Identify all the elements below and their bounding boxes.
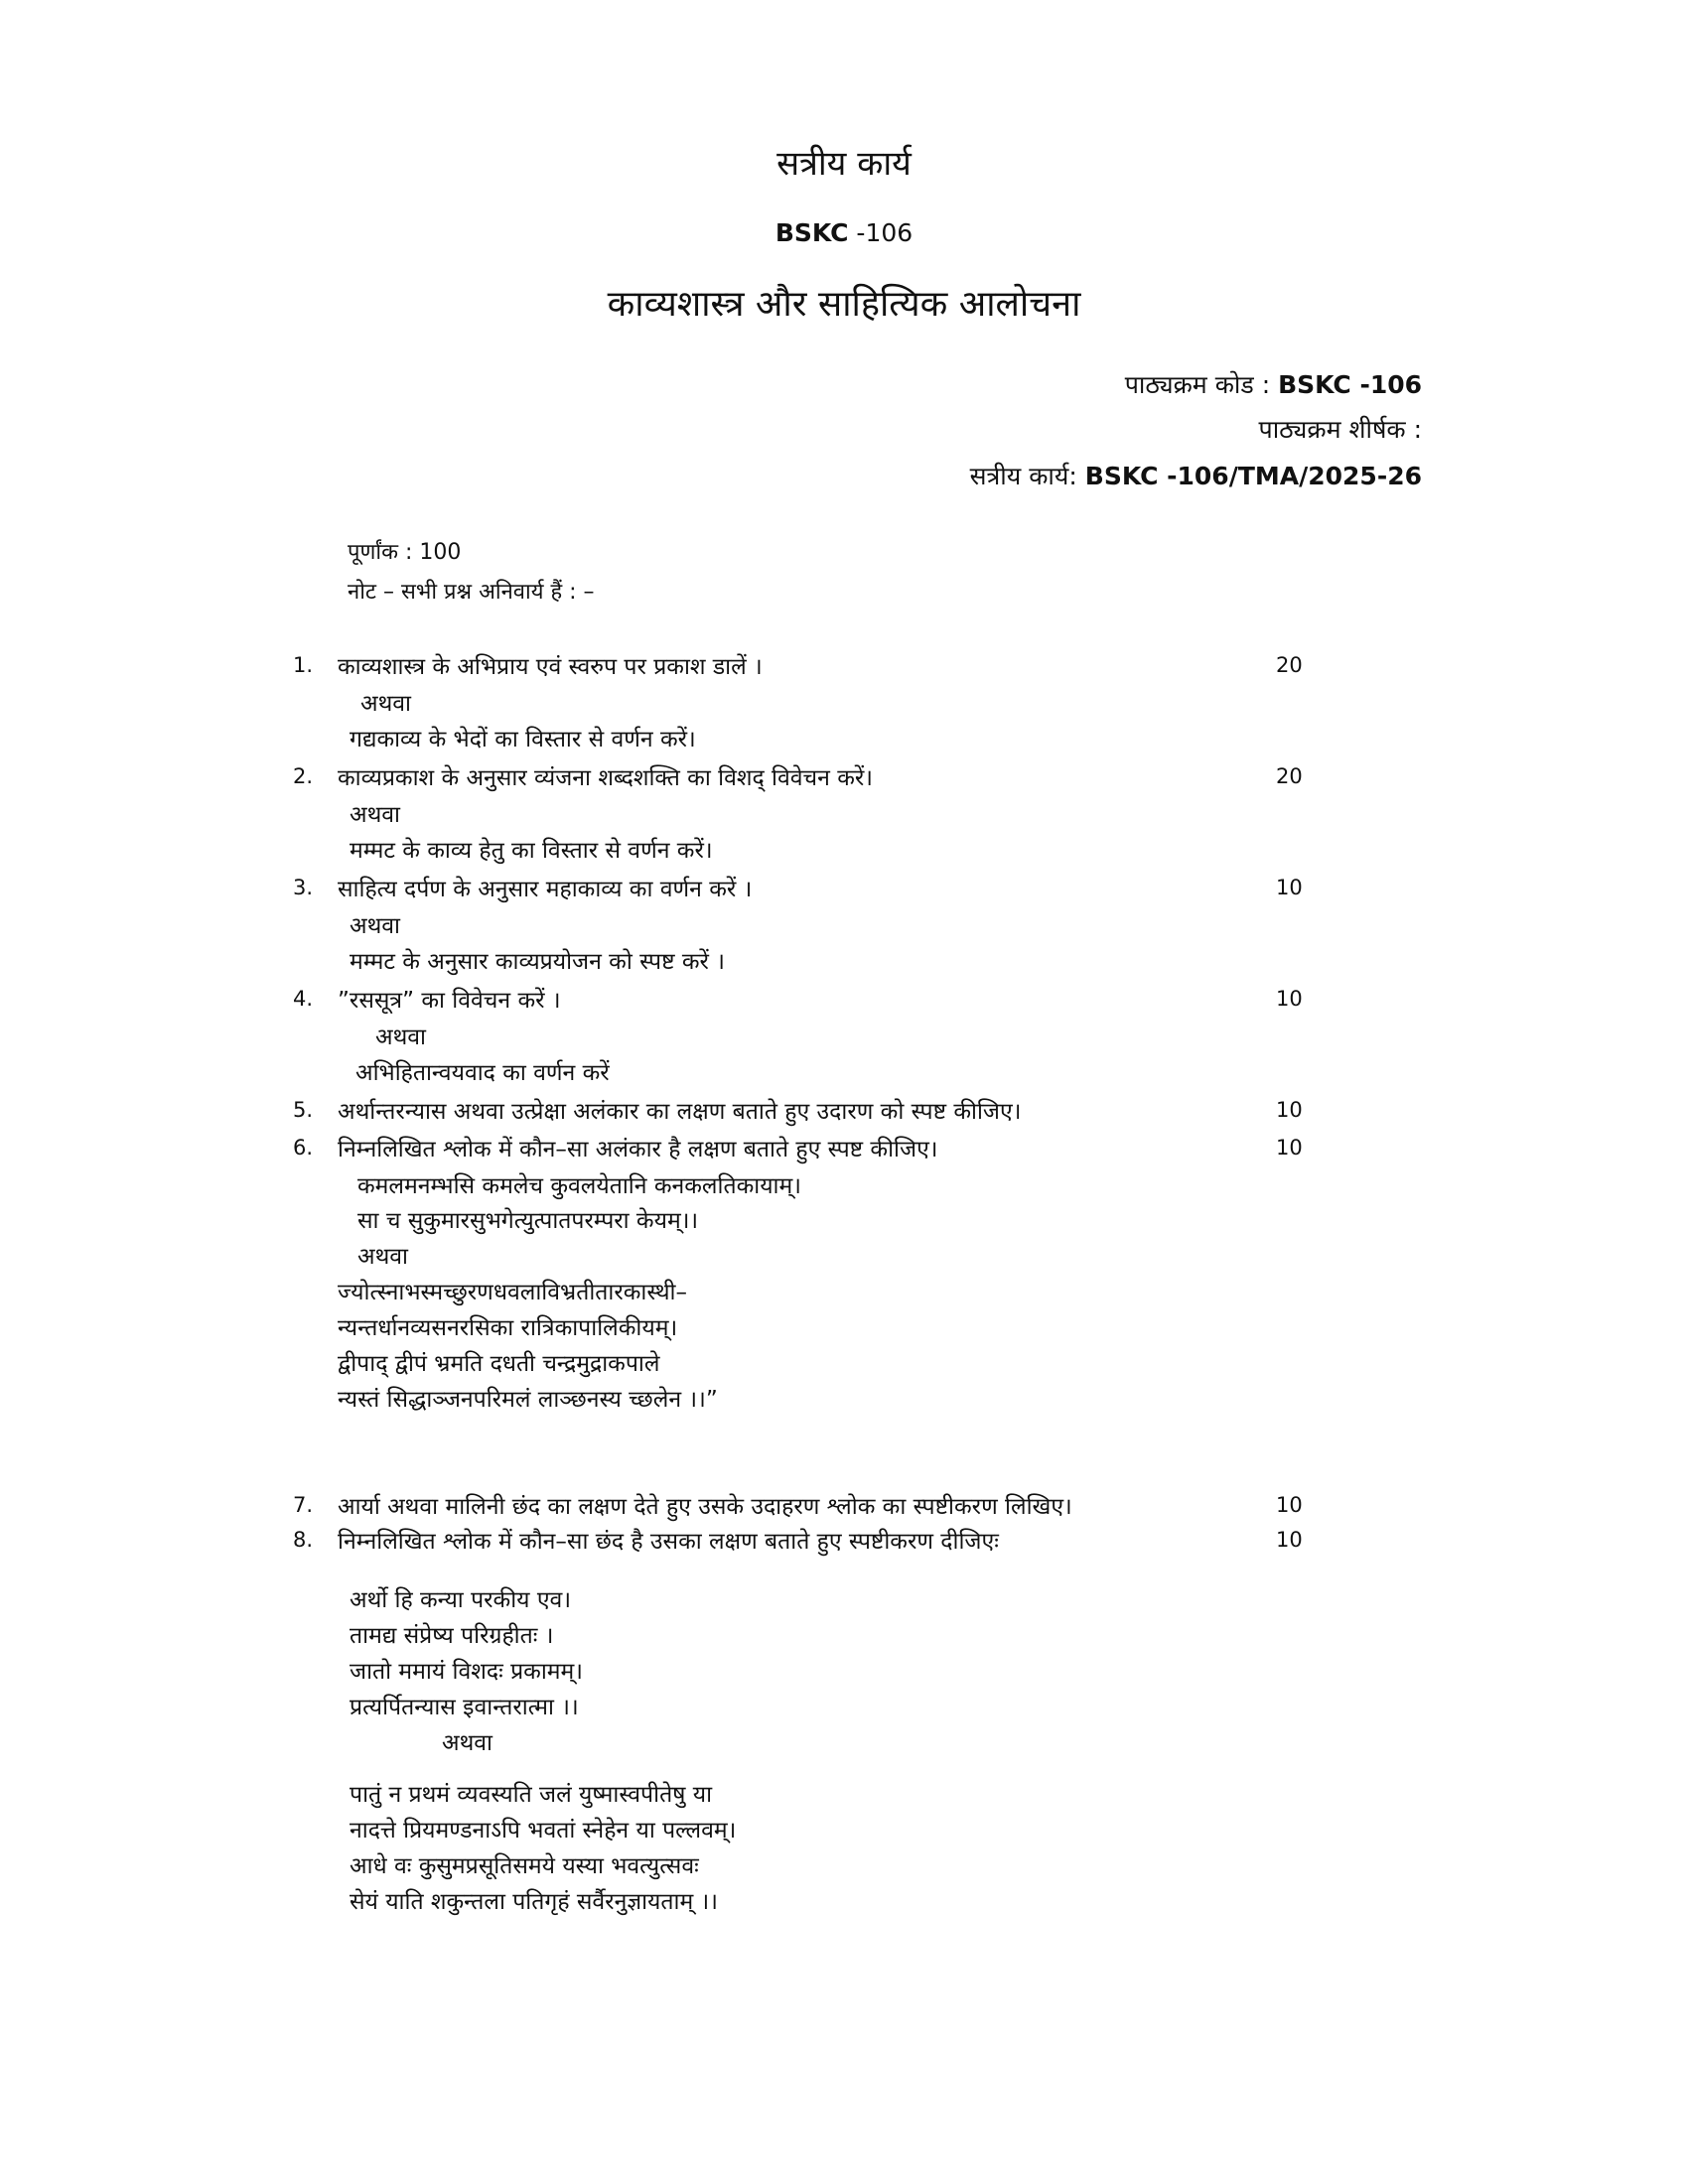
verse-line: सेयं याति शकुन्तला पतिगृहं सर्वैरनुज्ञायताम् ।। <box>350 1889 718 1915</box>
alternative-label: अथवा <box>360 691 412 717</box>
question-number: 5. <box>293 1098 314 1122</box>
document-title: सत्रीय कार्य <box>776 144 912 184</box>
alternative-question-text: अभिहितान्वयवाद का वर्णन करें <box>355 1060 610 1086</box>
question-text: निम्नलिखित श्लोक में कौन–सा छंद है उसका लक्षण बताते हुए स्पष्टीकरण दीजिएः <box>338 1529 999 1555</box>
question-text: ”रससूत्र” का विवेचन करें । <box>338 988 561 1014</box>
course-code-heading <box>0 218 1688 247</box>
course-code-label: पाठ्यक्रम कोड : <box>1124 370 1279 399</box>
alternative-question-text: मम्मट के काव्य हेतु का विस्तार से वर्णन करें। <box>350 838 713 864</box>
course-title-line: पाठ्यक्रम शीर्षक : <box>1258 415 1422 444</box>
question-number: 6. <box>293 1136 314 1160</box>
verse-line: पातुं न प्रथमं व्यवस्यति जलं युष्मास्वपीतेषु या <box>350 1782 713 1808</box>
question-text: अर्थान्तरन्यास अथवा उत्प्रेक्षा अलंकार का लक्षण बताते हुए उदारण को स्पष्ट कीजिए। <box>338 1099 1022 1125</box>
question-marks: 10 <box>1276 876 1303 899</box>
verse-line: सा च सुकुमारसुभगेत्युत्पातपरम्परा केयम्।। <box>357 1208 699 1234</box>
question-marks: 10 <box>1276 1493 1303 1517</box>
course-code-value: BSKC -106 <box>1278 370 1422 399</box>
question-text: काव्यप्रकाश के अनुसार व्यंजना शब्दशक्ति का विशद् विवेचन करें। <box>338 765 874 791</box>
question-number: 2. <box>293 764 314 788</box>
max-marks: पूर्णांक : 100 <box>348 540 462 565</box>
question-text: आर्या अथवा मालिनी छंद का लक्षण देते हुए उसके उदाहरण श्लोक का स्पष्टीकरण लिखिए। <box>338 1494 1072 1520</box>
verse-line: तामद्य संप्रेष्य परिग्रहीतः । <box>350 1623 554 1649</box>
alternative-question-text: मम्मट के अनुसार काव्यप्रयोजन को स्पष्ट करें । <box>350 949 725 975</box>
question-number: 8. <box>293 1528 314 1552</box>
question-number: 1. <box>293 653 314 677</box>
verse-line: ज्योत्स्नाभस्मच्छुरणधवलाविभ्रतीतारकास्थी– <box>338 1280 688 1305</box>
question-marks: 20 <box>1276 653 1303 677</box>
question-number: 7. <box>293 1493 314 1517</box>
question-text: निम्नलिखित श्लोक में कौन–सा अलंकार है लक्षण बताते हुए स्पष्ट कीजिए। <box>338 1137 938 1162</box>
alternative-label: अथवा <box>442 1730 493 1756</box>
question-marks: 10 <box>1276 1098 1303 1122</box>
verse-line: प्रत्यर्पितन्यास इवान्तरात्मा ।। <box>350 1695 579 1720</box>
assignment-label: सत्रीय कार्य: <box>969 462 1085 490</box>
question-marks: 10 <box>1276 987 1303 1011</box>
question-text: काव्यशास्त्र के अभिप्राय एवं स्वरुप पर प्रकाश डालें । <box>338 654 763 680</box>
question-number: 4. <box>293 987 314 1011</box>
verse-line: द्वीपाद् द्वीपं भ्रमति दधती चन्द्रमुद्राकपाले <box>338 1351 660 1377</box>
assignment-code-value: BSKC -106/TMA/2025-26 <box>1084 462 1422 490</box>
question-number: 3. <box>293 876 314 899</box>
course-code-number: -106 <box>848 218 914 247</box>
verse-line: नादत्ते प्रियमण्डनाऽपि भवतां स्नेहेन या पल्लवम्। <box>350 1818 737 1843</box>
verse-line: कमलमनम्भसि कमलेच कुवलयेतानि कनकलतिकायाम्। <box>357 1173 801 1199</box>
assignment-code-line <box>970 459 1422 492</box>
alternative-question-text: गद्यकाव्य के भेदों का विस्तार से वर्णन करें। <box>350 727 696 752</box>
verse-line: न्यन्तर्धानव्यसनरसिका रात्रिकापालिकीयम्। <box>338 1315 678 1341</box>
verse-line: अर्थो हि कन्या परकीय एव। <box>350 1587 572 1613</box>
verse-line: जातो ममायं विशदः प्रकामम्। <box>350 1659 584 1685</box>
question-marks: 20 <box>1276 764 1303 788</box>
question-marks: 10 <box>1276 1136 1303 1160</box>
alternative-label: अथवा <box>375 1024 427 1050</box>
question-marks: 10 <box>1276 1528 1303 1552</box>
verse-line: न्यस्तं सिद्धाञ्जनपरिमलं लाञ्छनस्य च्छलेन ।।” <box>338 1387 718 1413</box>
verse-line: आधे वः कुसुमप्रसूतिसमये यस्या भवत्युत्सवः <box>350 1853 699 1879</box>
course-code-bold: BSKC <box>774 218 849 247</box>
alternative-label: अथवा <box>350 802 401 828</box>
question-text: साहित्य दर्पण के अनुसार महाकाव्य का वर्णन करें । <box>338 877 753 902</box>
subject-title: काव्यशास्त्र और साहित्यिक आलोचना <box>607 284 1081 325</box>
alternative-label: अथवा <box>350 913 401 939</box>
instruction-note: नोट – सभी प्रश्न अनिवार्य हैं : – <box>348 580 595 605</box>
course-code-line <box>1125 367 1422 401</box>
alternative-label: अथवा <box>357 1244 409 1270</box>
